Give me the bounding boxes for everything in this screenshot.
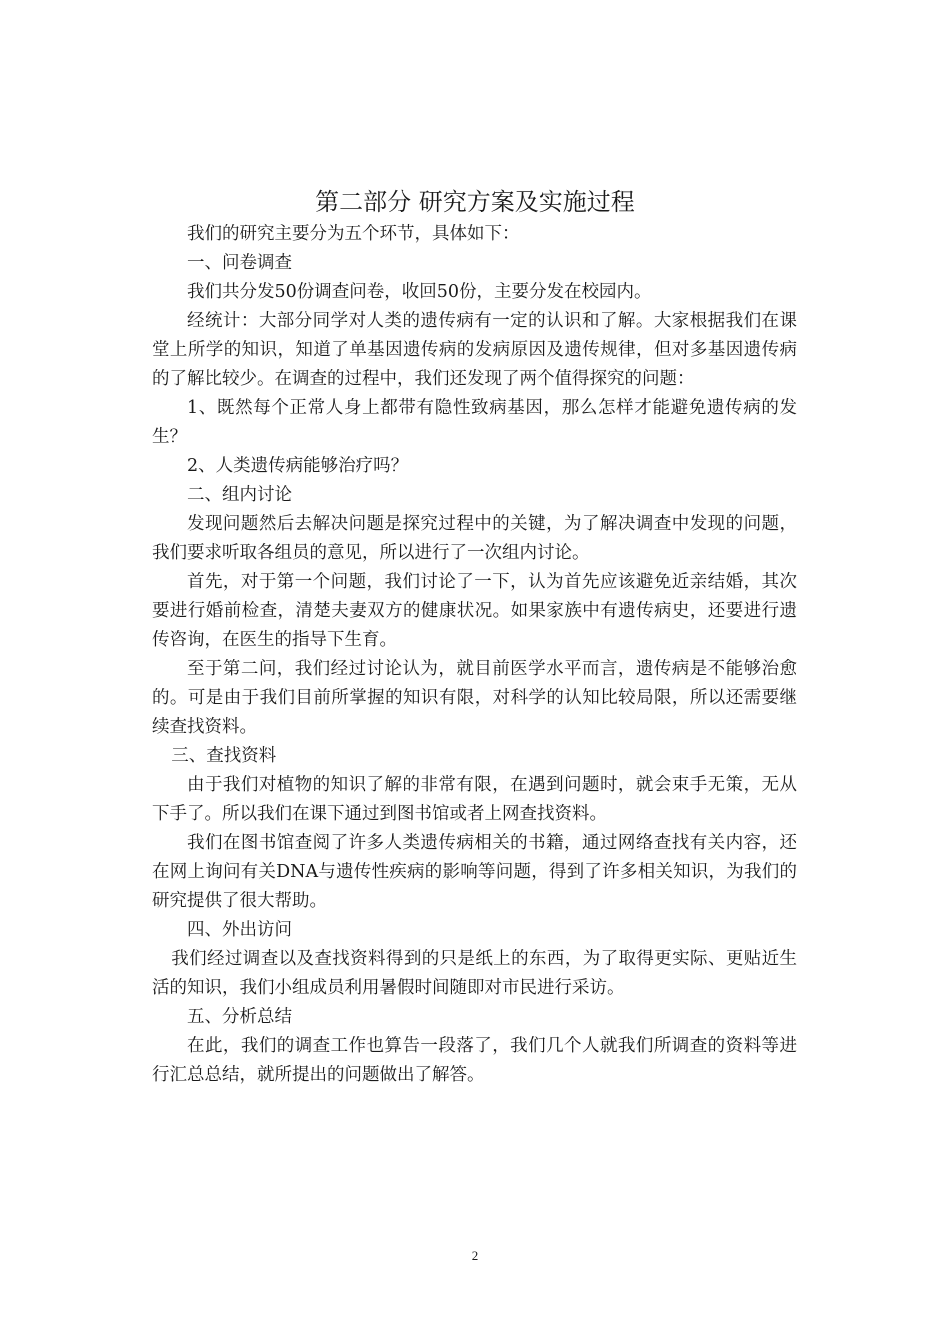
body-paragraph: 经统计：大部分同学对人类的遗传病有一定的认识和了解。大家根据我们在课堂上所学的知识，知道了单基因遗传病的发病原因及遗传规律，但对多基因遗传病的了解比较少。在调查的过程中，我们还发现了两个值得探究的问题： bbox=[152, 311, 797, 389]
intro-paragraph: 我们的研究主要分为五个环节，具体如下： bbox=[187, 224, 520, 244]
body-paragraph: 由于我们对植物的知识了解的非常有限，在遇到问题时，就会束手无策，无从下手了。所以我们在课下通过到图书馆或者上网查找资料。 bbox=[152, 775, 797, 824]
section-heading-visit: 四、外出访问 bbox=[187, 920, 292, 940]
body-paragraph: 在此，我们的调查工作也算告一段落了，我们几个人就我们所调查的资料等进行汇总总结，就所提出的问题做出了解答。 bbox=[152, 1036, 797, 1085]
body-paragraph: 首先，对于第一个问题，我们讨论了一下，认为首先应该避免近亲结婚，其次要进行婚前检查，清楚夫妻双方的健康状况。如果家族中有遗传病史，还要进行遗传咨询，在医生的指导下生育。 bbox=[152, 572, 797, 650]
question-item: 1、既然每个正常人身上都带有隐性致病基因，那么怎样才能避免遗传病的发生？ bbox=[152, 398, 797, 447]
body-paragraph: 发现问题然后去解决问题是探究过程中的关键，为了解决调查中发现的问题，我们要求听取各组员的意见，所以进行了一次组内讨论。 bbox=[152, 514, 797, 563]
page-number: 2 bbox=[471, 1248, 479, 1263]
page-title: 第二部分 研究方案及实施过程 bbox=[315, 188, 635, 216]
body-paragraph: 至于第二问，我们经过讨论认为，就目前医学水平而言，遗传病是不能够治愈的。可是由于我们目前所掌握的知识有限，对科学的认知比较局限，所以还需要继续查找资料。 bbox=[152, 659, 797, 737]
section-heading-discussion: 二、组内讨论 bbox=[187, 485, 292, 505]
body-paragraph: 我们共分发50份调查问卷，收回50份，主要分发在校园内。 bbox=[187, 282, 652, 302]
section-heading-survey: 一、问卷调查 bbox=[187, 253, 292, 273]
section-heading-research: 三、查找资料 bbox=[171, 746, 277, 766]
section-heading-summary: 五、分析总结 bbox=[187, 1007, 292, 1027]
document-body bbox=[152, 220, 797, 1090]
question-item: 2、人类遗传病能够治疗吗？ bbox=[187, 456, 409, 476]
body-paragraph: 我们经过调查以及查找资料得到的只是纸上的东西，为了取得更实际、更贴近生活的知识，我们小组成员利用暑假时间随即对市民进行采访。 bbox=[152, 949, 797, 998]
body-paragraph: 我们在图书馆查阅了许多人类遗传病相关的书籍，通过网络查找有关内容，还在网上询问有关DNA与遗传性疾病的影响等问题，得到了许多相关知识，为我们的研究提供了很大帮助。 bbox=[152, 833, 797, 911]
